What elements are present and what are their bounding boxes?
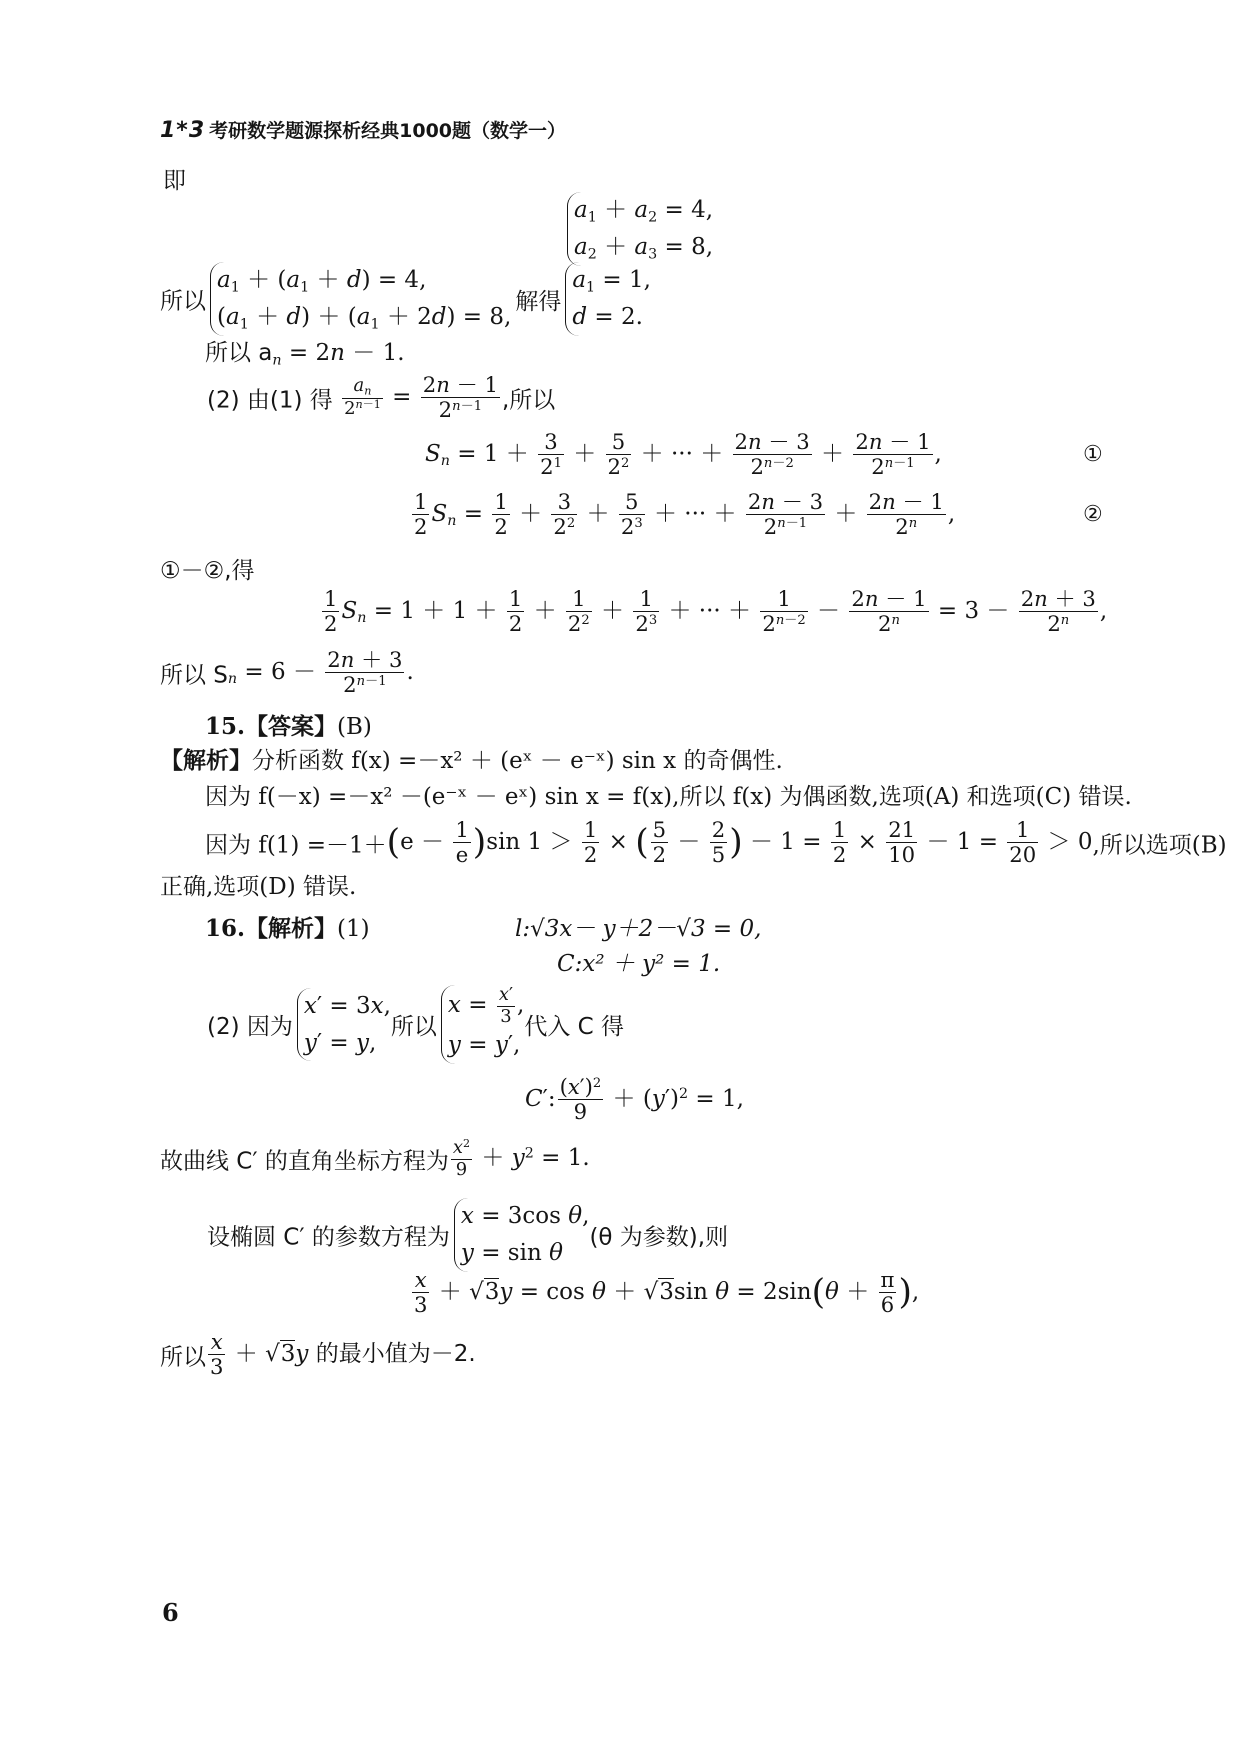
sn-result: 所以 $S_n = 6$ － $\frac{2n + 3}{2^{n-1}}$ . [160, 647, 414, 698]
q16-line-l: l:√3x－ y＋2－√3 = 0, [515, 916, 762, 942]
difference-equation: $\frac{1}{2}$ $S_n = 1 + 1$ ＋ $\frac{1}{2}$ ＋ $\frac{1}{2^2}$ ＋ $\frac{1}{2^3}$ ＋ ··· ＋ $\frac{1}{2^{n-2}}$ － $\frac{2n - 1}{2^n}$ = 3 － $\frac{2n + 3}{2^n}$ , [324, 586, 1108, 637]
q16-param: 设椭圆 C′ 的参数方程为 x = 3cos θ, y = sin θ (θ 为参数),则 [207, 1198, 728, 1272]
q15-analysis-line2: 因为 f(－x) =－x² －(e⁻ˣ － eˣ) sin x = f(x),所以 f(x) 为偶函数,选项(A) 和选项(C) 错误. [205, 784, 1132, 810]
q15-analysis-line1: 【解析】分析函数 f(x) =－x² ＋ (eˣ － e⁻ˣ) sin x 的奇偶性. [160, 748, 783, 774]
part2-intro: (2) 由(1) 得 $\frac{a_n}{2^{n-1}}$ = $\frac{2n - 1}{2^{n-1}}$ ,所以 [207, 372, 556, 423]
q15-analysis-line3: 因为 f(1) =－1＋(e － $\frac{1}{e}$ )sin 1 ＞ $\frac{1}{2}$ × ( $\frac{5}{2}$ － $\frac{2}{5}$ ) － 1 = $\frac{1}{2}$ × $\frac{21}{10}$ － 1 = $\frac{1}{20}$ ＞ 0,所以选项(B) [205, 817, 1227, 868]
book-logo: 1*3 [160, 118, 206, 143]
running-header [160, 116, 566, 143]
sn-equation: $S_n = 1$ ＋ $\frac{3}{2^1}$ ＋ $\frac{5}{2^2}$ ＋ ··· ＋ $\frac{2n - 3}{2^{n-2}}$ ＋ $\frac{2n - 1}{2^{n-1}}$ , [425, 429, 942, 480]
q16-minimum: 所以 $\frac{x}{3}$ ＋ √3y 的最小值为－2. [160, 1329, 476, 1380]
half-sn-equation: $\frac{1}{2}$ $S_n$ = $\frac{1}{2}$ ＋ $\frac{3}{2^2}$ ＋ $\frac{5}{2^3}$ ＋ ··· ＋ $\frac{2n - 3}{2^{n-1}}$ ＋ $\frac{2n - 1}{2^n}$ , [414, 489, 956, 540]
system-solve-line: 所以 $a_1 + (a_1 + d) = 4$, $(a_1 + d) + (a_1 + 2d) = 8$, 解得 $a_1 = 1$, d = 2. [160, 262, 651, 336]
equation-marker-2: ② [1083, 502, 1103, 527]
q15-analysis-line4: 正确,选项(D) 错误. [160, 874, 357, 900]
q16-header: 16.【解析】(1) [205, 915, 370, 942]
an-result: 所以 $a_n = 2n - 1$. [205, 340, 405, 369]
subtract-line: ①－②,得 [160, 558, 255, 584]
system-a1-a2: $a_1 + a_2 = 4$, $a_2 + a_3 = 8$, [563, 192, 713, 266]
q16-curve-c: C:x² ＋ y² = 1. [557, 951, 721, 977]
q16-result: 故曲线 C′ 的直角坐标方程为 $\frac{x^2}{9}$ ＋ $y^2 = 1$. [160, 1137, 590, 1180]
q16-param-expression: $\frac{x}{3}$ ＋ √3y = cos θ ＋ √3sin θ = 2sin(θ ＋ $\frac{\pi}{6}$ ), [414, 1267, 920, 1318]
q16-part2: (2) 因为 x′ = 3x, y′ = y, 所以 x = $\frac{x'}{3}$ , y = y′, 代入 C 得 [207, 985, 624, 1064]
q16-c-prime-equation: C′: $\frac{(x')^2}{9}$ ＋ $(y')^2 = 1$, [525, 1074, 744, 1125]
page-number: 6 [162, 1598, 179, 1627]
q15-answer: 15.【答案】(B) [205, 713, 372, 740]
equation-marker-1: ① [1083, 442, 1103, 467]
book-title: 考研数学题源探析经典1000题（数学一） [209, 120, 567, 142]
label-ji: 即 [163, 168, 186, 194]
